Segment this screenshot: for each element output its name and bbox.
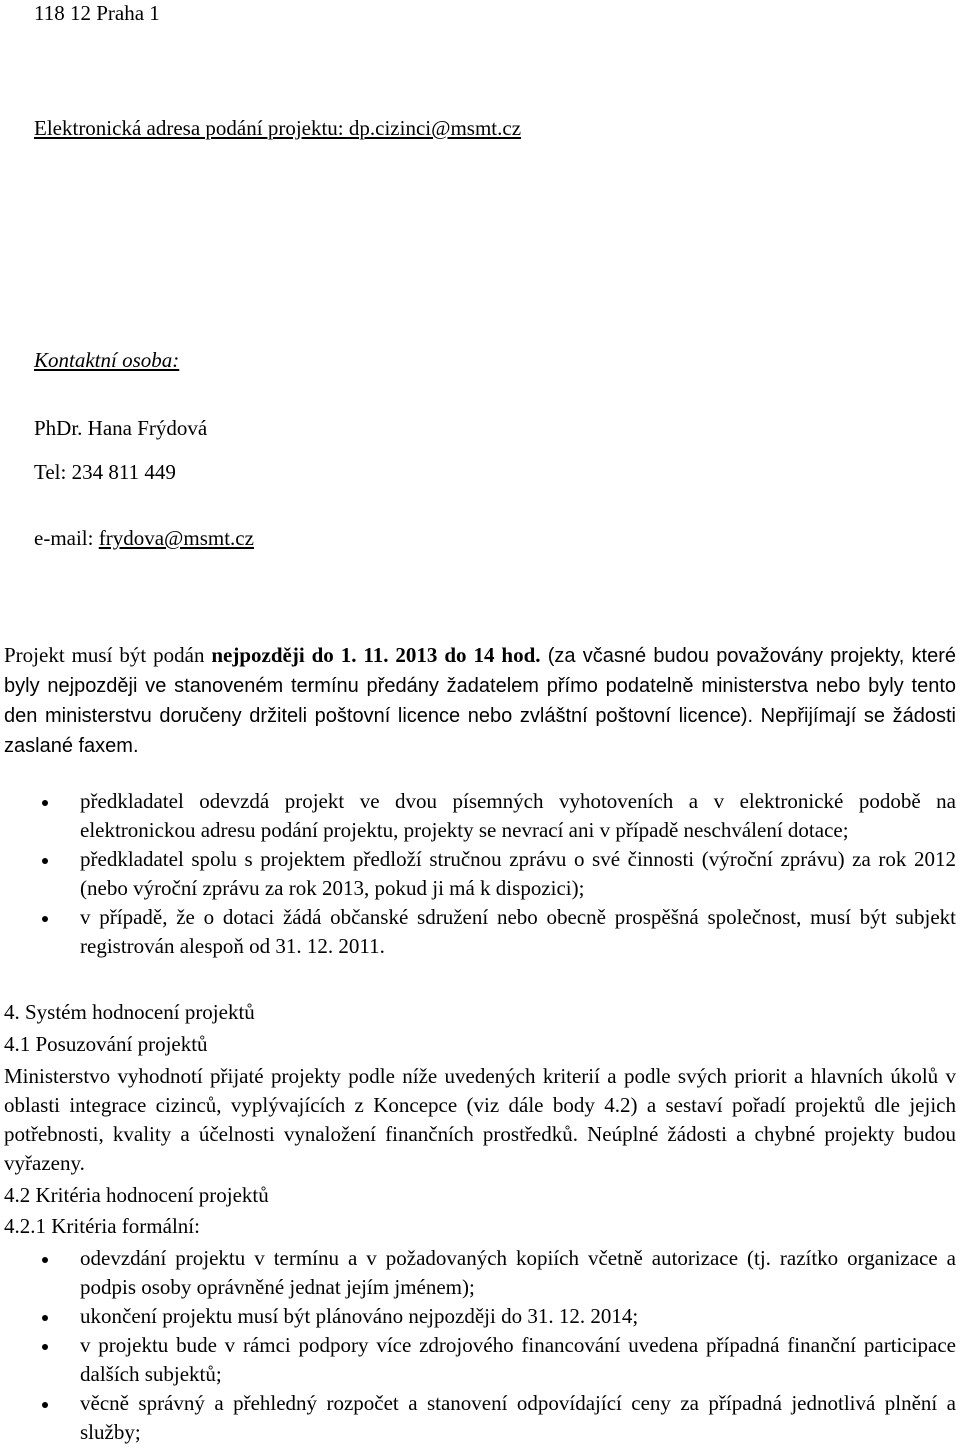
contact-email-label: e-mail: — [34, 526, 99, 550]
deadline-paragraph — [4, 641, 956, 761]
contact-tel: Tel: 234 811 449 — [34, 460, 176, 484]
section-4-2-title: 4.2 Kritéria hodnocení projektů — [4, 1183, 269, 1207]
requirements-list — [0, 787, 956, 961]
list-item — [0, 1244, 956, 1302]
contact-email-link[interactable]: frydova@msmt.cz — [98, 526, 254, 550]
list-item — [0, 1389, 956, 1447]
list-item-text: ukončení projektu musí být plánováno nejpozději do 31. 12. 2014; — [80, 1304, 639, 1328]
bullet-icon — [42, 800, 48, 806]
list-item — [0, 845, 956, 903]
section-4-1-title: 4.1 Posuzování projektů — [4, 1032, 208, 1056]
list-item-text: předkladatel odevzdá projekt ve dvou písemných vyhotoveních a v elektronické podobě na elektronickou adresu podání projektu, projekty se nevrací ani v případě neschválení dotace; — [80, 789, 956, 842]
list-item — [0, 903, 956, 961]
deadline-rest: (za včasné budou považovány projekty, které byly nejpozději ve stanoveném termínu předány žadatelem přímo podatelně ministerstva nebo byly tento den ministerstvu doručeny držiteli poštovní licence nebo zvláštní poštovní licence). Nepřijímají se žádosti zaslané faxem. — [4, 645, 956, 757]
deadline-bold: nejpozději do 1. 11. 2013 do 14 hod. — [211, 643, 541, 667]
address-city-line: 118 12 Praha 1 — [34, 1, 160, 25]
section-4-1-text: Ministerstvo vyhodnotí přijaté projekty podle níže uvedených kriterií a podle svých priorit a hlavních úkolů v oblasti integrace cizinců, vyplývajících z Koncepce (viz dále body 4.2) a sestaví pořadí projektů dle jejich potřebnosti, kvality a účelnosti vynaložení finančních prostředků. Neúplné žádosti a chybné projekty budou vyřazeny. — [4, 1064, 956, 1175]
bullet-icon — [42, 1344, 48, 1350]
bullet-icon — [42, 1257, 48, 1263]
list-item-text: v případě, že o dotaci žádá občanské sdružení nebo obecně prospěšná společnost, musí být subjekt registrován alespoň od 31. 12. 2011. — [80, 905, 956, 958]
list-item-text: věcně správný a přehledný rozpočet a stanovení odpovídající ceny za případná jednotlivá plnění a služby; — [80, 1391, 956, 1444]
list-item-text: v projektu bude v rámci podpory více zdrojového financování uvedena případná finanční participace dalších subjektů; — [80, 1333, 956, 1386]
bullet-icon — [42, 1402, 48, 1408]
deadline-lead: Projekt musí být podán — [4, 643, 212, 667]
electronic-address-label: Elektronická adresa podání projektu: — [34, 116, 349, 140]
section-4-2-1-title: 4.2.1 Kritéria formální: — [4, 1214, 200, 1238]
contact-heading-text: Kontaktní osoba: — [34, 348, 180, 372]
list-item-text: předkladatel spolu s projektem předloží stručnou zprávu o své činnosti (výroční zprávu) za rok 2012 (nebo výroční zprávu za rok 2013, pokud ji má k dispozici); — [80, 847, 956, 900]
electronic-address-line — [34, 115, 521, 141]
bullet-icon — [42, 916, 48, 922]
list-item — [0, 1302, 956, 1331]
list-item — [0, 787, 956, 845]
list-item — [0, 1331, 956, 1389]
contact-heading — [34, 347, 179, 373]
bullet-icon — [42, 858, 48, 864]
section-4-title: 4. Systém hodnocení projektů — [4, 1000, 255, 1024]
contact-email-line — [34, 525, 254, 551]
contact-name: PhDr. Hana Frýdová — [34, 416, 208, 440]
formal-criteria-list — [0, 1244, 956, 1447]
list-item-text: odevzdání projektu v termínu a v požadovaných kopiích včetně autorizace (tj. razítko organizace a podpis osoby oprávněné jednat jejím jménem); — [80, 1246, 956, 1299]
bullet-icon — [42, 1315, 48, 1321]
electronic-address-email[interactable]: dp.cizinci@msmt.cz — [348, 116, 522, 140]
